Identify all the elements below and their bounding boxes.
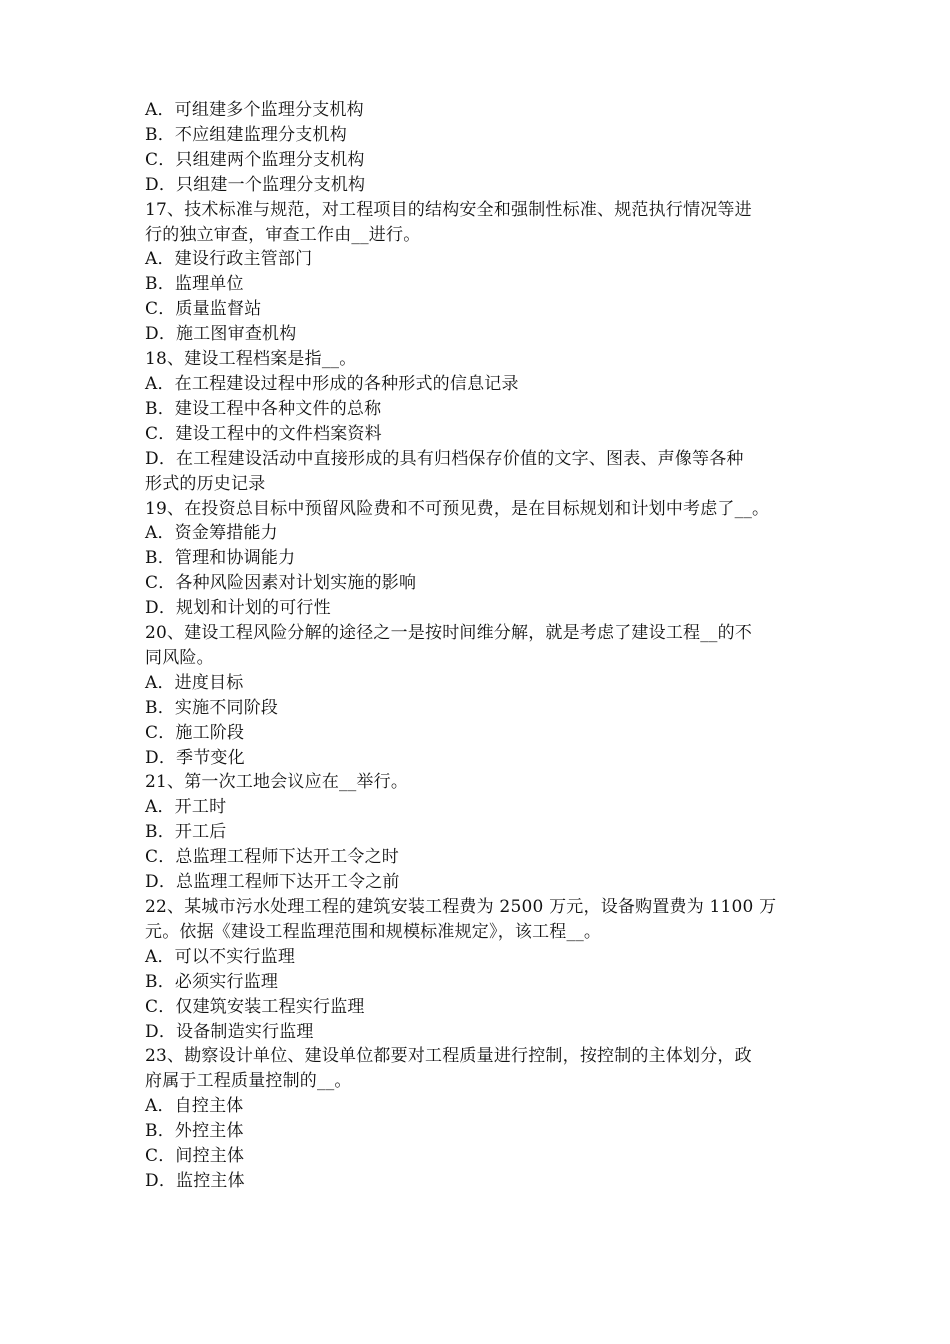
option-d: D．季节变化: [145, 747, 245, 768]
question-23-line-2: 府属于工程质量控制的__。: [145, 1071, 352, 1092]
option-d: D．设备制造实行监理: [145, 1021, 314, 1042]
option-b: B．外控主体: [145, 1121, 244, 1142]
option-d-line-1: D．在工程建设活动中直接形成的具有归档保存价值的文字、图表、声像等各种: [145, 448, 744, 469]
option-c: C．质量监督站: [145, 299, 262, 320]
document-page: [145, 98, 817, 1194]
option-d: D．只组建一个监理分支机构: [145, 174, 366, 195]
question-20-line-2: 同风险。: [145, 647, 214, 668]
option-b: B．监理单位: [145, 274, 244, 295]
option-c: C．施工阶段: [145, 722, 245, 743]
option-c: C．总监理工程师下达开工令之时: [145, 847, 400, 868]
question-20-line-1: 20、建设工程风险分解的途径之一是按时间维分解，就是考虑了建设工程__的不: [145, 623, 753, 644]
option-a: A．可以不实行监理: [145, 946, 296, 967]
option-b: B．不应组建监理分支机构: [145, 124, 347, 145]
option-a: A．建设行政主管部门: [145, 249, 313, 270]
option-b: B．必须实行监理: [145, 971, 279, 992]
option-d: D．监控主体: [145, 1170, 245, 1191]
option-d: D．施工图审查机构: [145, 324, 297, 345]
option-a: A．资金筹措能力: [145, 523, 278, 544]
question-21: 21、第一次工地会议应在__举行。: [145, 772, 409, 793]
option-a: A．可组建多个监理分支机构: [145, 100, 364, 120]
option-b: B．建设工程中各种文件的总称: [145, 398, 382, 419]
option-a: A．开工时: [145, 797, 227, 818]
question-22-line-1: 22、某城市污水处理工程的建筑安装工程费为 2500 万元，设备购置费为 1100 万: [145, 897, 777, 917]
option-c: C．只组建两个监理分支机构: [145, 149, 365, 170]
option-c: C．间控主体: [145, 1146, 245, 1167]
question-23-line-1: 23、勘察设计单位、建设单位都要对工程质量进行控制，按控制的主体划分，政: [145, 1046, 752, 1067]
option-d: D．总监理工程师下达开工令之前: [145, 872, 400, 893]
option-d-line-2: 形式的历史记录: [145, 473, 266, 494]
option-c: C．仅建筑安装工程实行监理: [145, 996, 365, 1017]
option-b: B．管理和协调能力: [145, 548, 296, 569]
option-a: A．自控主体: [145, 1096, 244, 1117]
option-d: D．规划和计划的可行性: [145, 598, 331, 619]
option-c: C．各种风险因素对计划实施的影响: [145, 573, 417, 594]
option-a: A．在工程建设过程中形成的各种形式的信息记录: [145, 373, 519, 394]
question-19: 19、在投资总目标中预留风险费和不可预见费，是在目标规划和计划中考虑了__。: [145, 498, 770, 519]
option-b: B．实施不同阶段: [145, 697, 279, 718]
question-18: 18、建设工程档案是指__。: [145, 349, 357, 370]
question-17-line-2: 行的独立审查，审查工作由__进行。: [145, 224, 421, 245]
option-b: B．开工后: [145, 822, 227, 843]
option-a: A．进度目标: [145, 672, 244, 693]
question-17-line-1: 17、技术标准与规范，对工程项目的结构安全和强制性标准、规范执行情况等进: [145, 199, 752, 220]
option-c: C．建设工程中的文件档案资料: [145, 423, 382, 444]
question-22-line-2: 元。依据《建设工程监理范围和规模标准规定》，该工程__。: [145, 921, 602, 942]
